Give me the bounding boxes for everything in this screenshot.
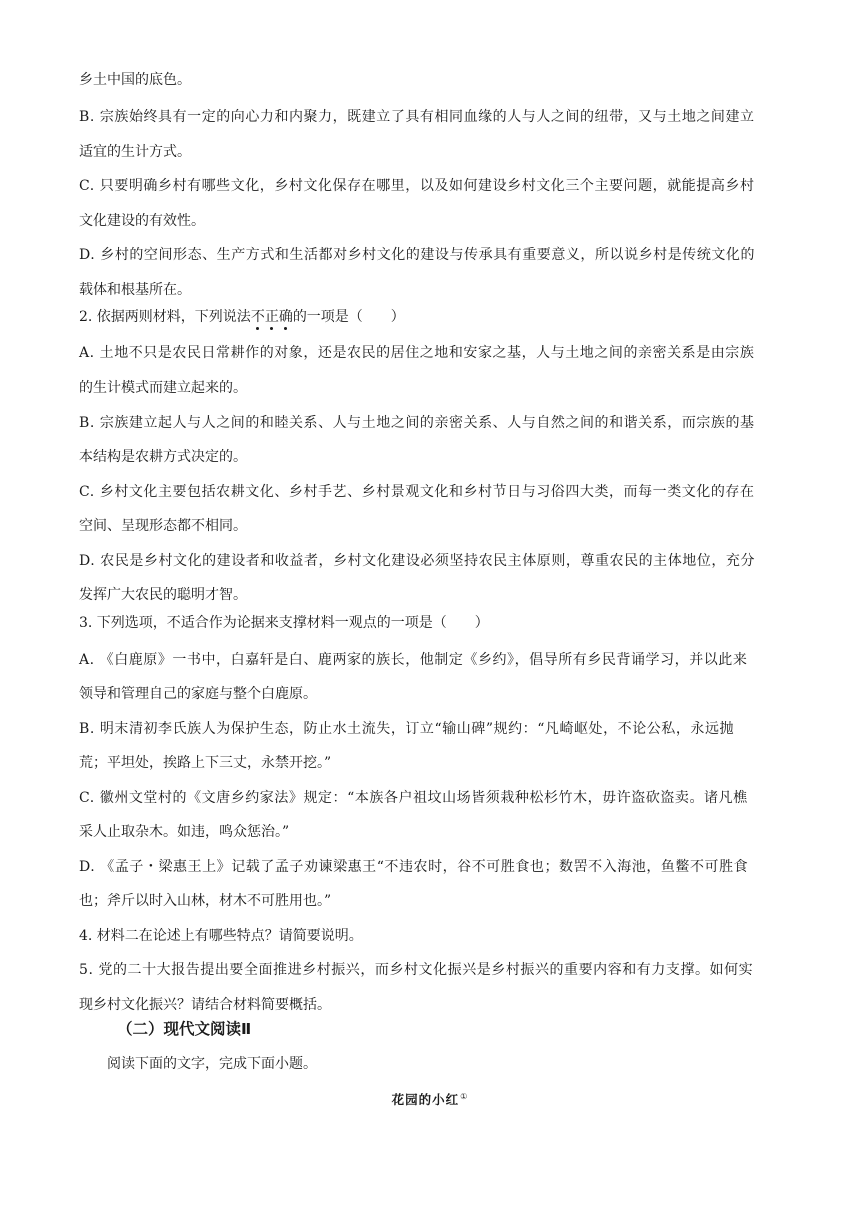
emphasis-char: 正 xyxy=(264,309,279,325)
option-d-line-1: D. 乡村的空间形态、生产方式和生活都对乡村文化的建设与传承具有重要意义，所以说乡村是传统文化的 xyxy=(79,247,756,263)
text-line: 适宜的生计方式。 xyxy=(79,144,191,160)
question-2-prefix: 2. 依据两则材料，下列说法 xyxy=(79,309,251,325)
option-c-line-1: C. 只要明确乡村有哪些文化，乡村文化保存在哪里，以及如何建设乡村文化三个主要问题，就能提高乡村 xyxy=(79,178,755,194)
emphasis-char: 确 xyxy=(278,309,293,325)
option-c-line-1: C. 乡村文化主要包括农耕文化、乡村手艺、乡村景观文化和乡村节日与习俗四大类，而每一类文化的存在 xyxy=(79,484,755,500)
option-a-line-1: A. 《白鹿原》一书中，白嘉轩是白、鹿两家的族长，他制定《乡约》，倡导所有乡民背诵学习，并以此来 xyxy=(79,652,748,668)
text-line: 发挥广大农民的聪明才智。 xyxy=(79,587,247,603)
question-3: 3. 下列选项，不适合作为论据来支撑材料一观点的一项是（ ） xyxy=(79,615,489,631)
story-title xyxy=(0,1087,860,1110)
text-line: 文化建设的有效性。 xyxy=(79,213,205,229)
option-c-line-1: C. 徽州文堂村的《文唐乡约家法》规定：“本族各户祖坟山场皆须栽种松杉竹木，毋许盗砍盗卖。诸凡樵 xyxy=(79,790,748,806)
text-line: 本结构是农耕方式决定的。 xyxy=(79,449,247,465)
text-line: 空间、呈现形态都不相同。 xyxy=(79,518,247,534)
text-line: 现乡村文化振兴？请结合材料简要概括。 xyxy=(79,997,331,1013)
question-5-line-1: 5. 党的二十大报告提出要全面推进乡村振兴，而乡村文化振兴是乡村振兴的重要内容和有力支撑。如何实 xyxy=(79,962,754,978)
footnote-marker: ① xyxy=(460,1092,469,1101)
reading-instruction: 阅读下面的文字，完成下面小题。 xyxy=(107,1056,317,1072)
emphasis-char: 不 xyxy=(250,309,265,325)
question-4: 4. 材料二在论述上有哪些特点？请简要说明。 xyxy=(79,928,363,944)
option-b-line-1: B. 宗族始终具有一定的向心力和内聚力，既建立了具有相同血缘的人与人之间的纽带，又与土地之间建立 xyxy=(79,109,755,125)
text-line: 的生计模式而建立起来的。 xyxy=(79,380,247,396)
option-a-line-1: A. 土地不只是农民日常耕作的对象，还是农民的居住之地和安家之基，人与土地之间的亲密关系是由宗族 xyxy=(79,345,755,361)
story-title-text: 花园的小红 xyxy=(391,1092,460,1107)
text-line: 乡土中国的底色。 xyxy=(79,72,191,88)
text-line: 也；斧斤以时入山林，材木不可胜用也。” xyxy=(79,893,332,909)
question-2 xyxy=(79,307,405,327)
option-d-line-1: D. 农民是乡村文化的建设者和收益者，乡村文化建设必须坚持农民主体原则，尊重农民的主体地位，充分 xyxy=(79,553,756,569)
text-line: 领导和管理自己的家庭与整个白鹿原。 xyxy=(79,686,317,702)
section-heading: （二）现代文阅读Ⅱ xyxy=(117,1020,252,1038)
text-line: 荒；平坦处，挨路上下三丈，永禁开挖。” xyxy=(79,755,332,771)
question-2-suffix: 的一项是（ ） xyxy=(292,309,405,325)
option-d-line-1: D. 《孟子・梁惠王上》记载了孟子劝谏梁惠王“不违农时，谷不可胜食也；数罟不入海池，鱼鳖不可胜食 xyxy=(79,859,749,875)
text-line: 采人止取杂木。如违，鸣众惩治。” xyxy=(79,824,290,840)
option-b-line-1: B. 宗族建立起人与人之间的和睦关系、人与土地之间的亲密关系、人与自然之间的和谐关系，而宗族的基 xyxy=(79,415,755,431)
text-line: 载体和根基所在。 xyxy=(79,282,191,298)
option-b-line-1: B. 明末清初李氏族人为保护生态，防止水土流失，订立“输山碑”规约：“凡崎岖处，不论公私，永远抛 xyxy=(79,721,735,737)
